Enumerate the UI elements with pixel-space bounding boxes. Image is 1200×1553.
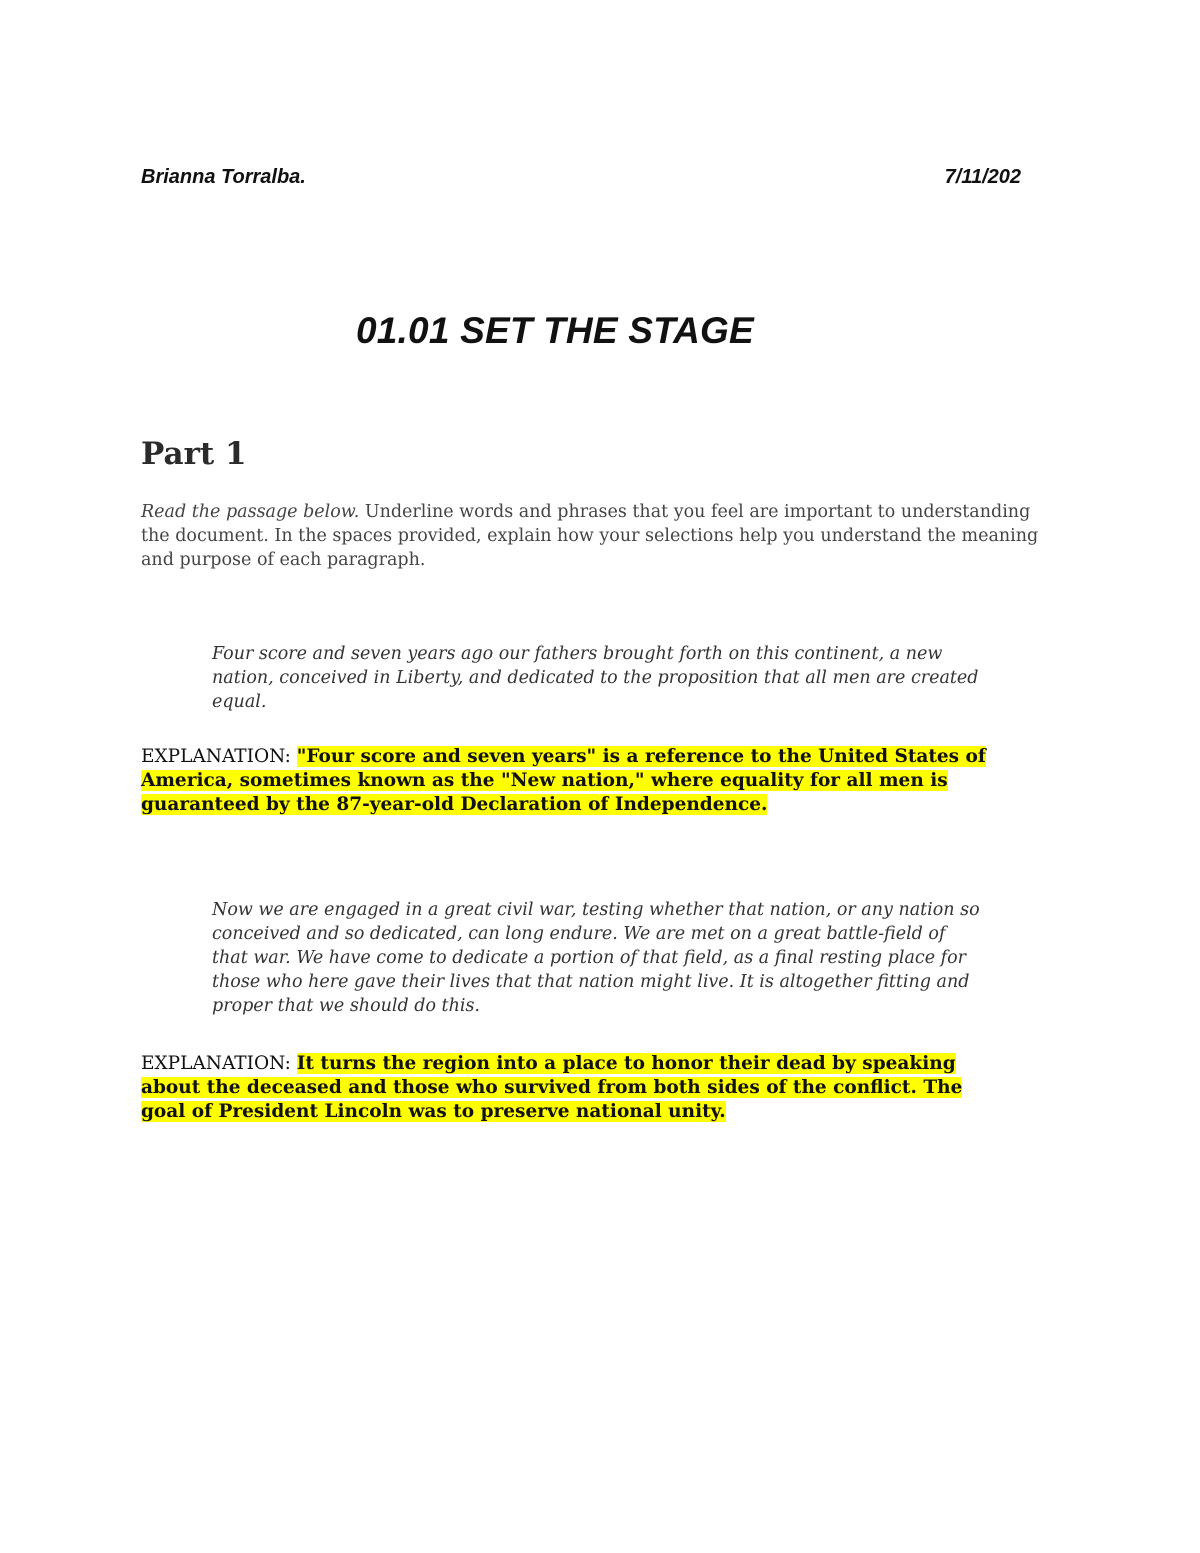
- instructions-rest: Underline words and phrases that you feel are important to understanding the document. In the spaces provided, explain how your selections help you understand the meaning and purpose of each paragraph.: [141, 502, 1039, 570]
- document-header: [141, 166, 1021, 194]
- author-name: Brianna Torralba.: [141, 166, 306, 188]
- explanation-1: [141, 745, 991, 817]
- explanation-2: [141, 1052, 991, 1124]
- passage-paragraph-1: Four score and seven years ago our fathers brought forth on this continent, a new nation, conceived in Liberty, and dedicated to the proposition that all men are created equal.: [212, 644, 979, 712]
- explanation-highlighted-text: It turns the region into a place to honor their dead by speaking about the deceased and those who survived from both sides of the conflict. The goal of President Lincoln was to preserve national unity.: [141, 1053, 963, 1122]
- document-title: 01.01 SET THE STAGE: [356, 310, 754, 351]
- part-heading: Part 1: [141, 436, 247, 472]
- instructions-lead: Read the passage below.: [141, 502, 360, 522]
- explanation-highlighted-text: "Four score and seven years" is a reference to the United States of America, sometimes known as the "New nation," where equality for all men is guaranteed by the 87-year-old Declaration of Independence.: [141, 746, 986, 815]
- explanation-label: EXPLANATION:: [141, 746, 297, 767]
- explanation-label: EXPLANATION:: [141, 1053, 297, 1074]
- instructions: [141, 500, 1061, 572]
- passage-paragraph-2: Now we are engaged in a great civil war, testing whether that nation, or any nation so conceived and so dedicated, can long endure. We are met on a great battle-field of that war. We have come to dedicate a portion of that field, as a final resting place for those who here gave their lives that that nation might live. It is altogether fitting and proper that we should do this.: [212, 900, 980, 1016]
- document-date: 7/11/202: [944, 166, 1021, 188]
